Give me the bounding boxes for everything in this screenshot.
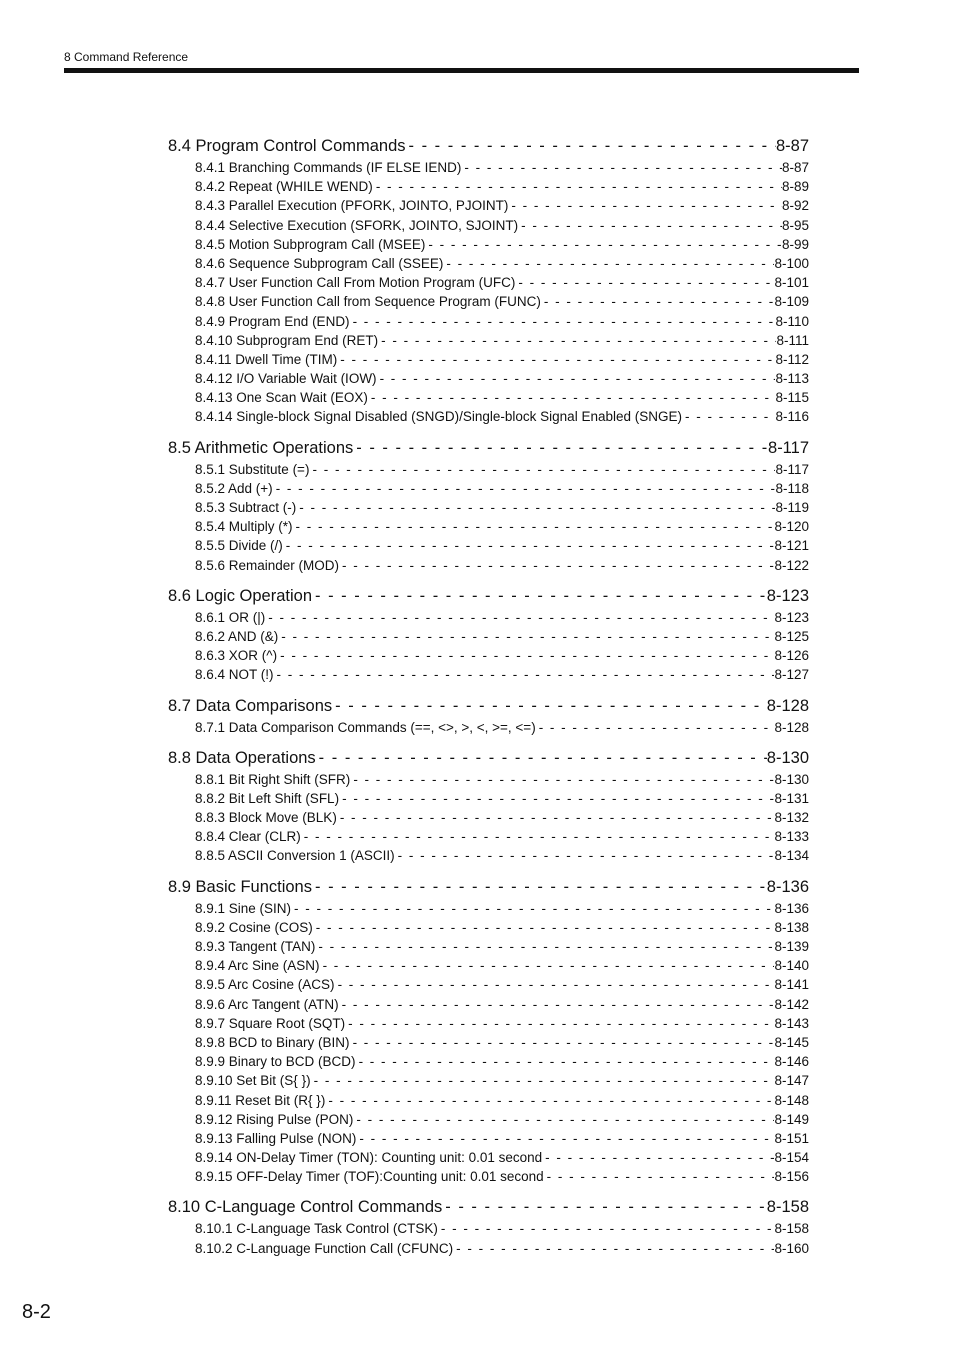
toc-entry-page: 8-89 — [781, 179, 809, 195]
toc-entry — [168, 556, 809, 575]
dot-leader — [353, 436, 768, 460]
toc-entry-title: 8.9.5 Arc Cosine (ACS) — [195, 977, 335, 993]
toc-entry-page: 8-100 — [774, 255, 809, 271]
toc-entry-page: 8-140 — [774, 958, 809, 974]
toc-entry-page: 8-132 — [774, 810, 809, 826]
toc-section-heading-page: 8-136 — [766, 877, 809, 896]
toc-entry — [168, 995, 809, 1014]
toc-entry-title: 8.8.3 Block Move (BLK) — [195, 810, 337, 826]
toc-section — [168, 134, 809, 427]
toc-entry — [168, 1129, 809, 1148]
toc-section-heading-page: 8-117 — [768, 438, 809, 457]
toc-entry — [168, 646, 809, 665]
toc-entry-page: 8-156 — [774, 1169, 809, 1185]
dot-leader — [332, 694, 767, 718]
toc-entry — [168, 608, 809, 627]
toc-section-heading-page: 8-158 — [766, 1198, 809, 1217]
toc-entry-page: 8-125 — [774, 628, 809, 644]
dot-leader — [461, 158, 782, 177]
running-head: 8 Command Reference — [64, 50, 189, 64]
dot-leader — [682, 407, 775, 426]
toc-entry — [168, 808, 809, 827]
dot-leader — [350, 1033, 775, 1052]
toc-entry — [168, 1091, 809, 1110]
dot-leader — [301, 827, 775, 846]
toc-entry-title: 8.8.5 ASCII Conversion 1 (ASCII) — [195, 848, 395, 864]
dot-leader — [339, 995, 775, 1014]
dot-leader — [442, 1195, 767, 1219]
toc-entry-title: 8.5.2 Add (+) — [195, 480, 273, 496]
toc-entry-title: 8.6.2 AND (&) — [195, 628, 279, 644]
toc-section — [168, 436, 809, 575]
toc-entry — [168, 789, 809, 808]
toc-entry-page: 8-120 — [774, 519, 809, 535]
toc-entry-page: 8-110 — [775, 313, 809, 329]
toc-entry-title: 8.5.1 Substitute (=) — [195, 461, 310, 477]
toc-entry-page: 8-141 — [774, 977, 809, 993]
toc-entry-page: 8-116 — [775, 409, 809, 425]
toc-entry — [168, 1239, 809, 1258]
dot-leader — [377, 369, 776, 388]
toc-entry-page: 8-133 — [774, 829, 809, 845]
toc-entry — [168, 1110, 809, 1129]
dot-leader — [325, 1091, 774, 1110]
toc-entry-page: 8-113 — [775, 371, 809, 387]
toc-entry-page: 8-122 — [774, 557, 809, 573]
toc-entry — [168, 1148, 809, 1167]
toc-entry-page: 8-115 — [775, 390, 809, 406]
dot-leader — [296, 498, 775, 517]
toc-entry-title: 8.4.5 Motion Subprogram Call (MSEE) — [195, 236, 426, 252]
dot-leader — [316, 746, 767, 770]
dot-leader — [350, 312, 776, 331]
toc-entry-title: 8.5.5 Divide (/) — [195, 538, 283, 554]
toc-section — [168, 746, 809, 866]
toc-entry-page: 8-154 — [774, 1150, 809, 1166]
toc-entry — [168, 665, 809, 684]
dot-leader — [312, 584, 767, 608]
toc-entry-title: 8.4.11 Dwell Time (TIM) — [195, 351, 338, 367]
toc-entry — [168, 975, 809, 994]
dot-leader — [320, 956, 775, 975]
toc-entry-title: 8.4.10 Subprogram End (RET) — [195, 332, 379, 348]
toc-entry-page: 8-123 — [774, 609, 809, 625]
dot-leader — [544, 1167, 775, 1186]
toc-entry-page: 8-126 — [774, 648, 809, 664]
toc-entry-title: 8.10.1 C-Language Task Control (CTSK) — [195, 1221, 438, 1237]
dot-leader — [373, 177, 782, 196]
toc-entry — [168, 770, 809, 789]
toc-section-heading-title: 8.6 Logic Operation — [168, 586, 313, 605]
dot-leader — [542, 1148, 774, 1167]
toc-section — [168, 1195, 809, 1257]
toc-section-heading-page: 8-87 — [775, 137, 809, 155]
toc-section-heading — [168, 1195, 809, 1219]
dot-leader — [368, 388, 776, 407]
toc-entry-page: 8-117 — [775, 461, 809, 477]
toc-entry-page: 8-121 — [774, 538, 809, 554]
toc-section-heading-title: 8.4 Program Control Commands — [168, 137, 406, 155]
dot-leader — [508, 196, 782, 215]
toc-entry — [168, 1167, 809, 1186]
toc-entry — [168, 1071, 809, 1090]
dot-leader — [265, 608, 774, 627]
toc-entry-title: 8.5.6 Remainder (MOD) — [195, 557, 340, 573]
toc-entry-page: 8-128 — [774, 719, 809, 735]
toc-section-heading-title: 8.8 Data Operations — [168, 748, 316, 767]
toc-section-heading-page: 8-130 — [766, 748, 809, 767]
toc-entry-title: 8.4.1 Branching Commands (IF ELSE IEND) — [195, 160, 462, 175]
dot-leader — [536, 718, 775, 737]
toc-entry-title: 8.10.2 C-Language Function Call (CFUNC) — [195, 1240, 454, 1256]
toc-entry-page: 8-130 — [774, 771, 809, 787]
toc-entry-page: 8-118 — [775, 480, 809, 496]
toc-entry-page: 8-151 — [774, 1130, 809, 1146]
dot-leader — [453, 1239, 774, 1258]
toc-entry — [168, 627, 809, 646]
toc-section-heading — [168, 694, 809, 718]
dot-leader — [339, 556, 774, 575]
toc-entry-title: 8.9.11 Reset Bit (R{ }) — [195, 1092, 326, 1108]
dot-leader — [378, 331, 776, 350]
dot-leader — [313, 918, 775, 937]
toc-entry-page: 8-145 — [774, 1034, 809, 1050]
toc-section-heading — [168, 584, 809, 608]
toc-entry-title: 8.5.4 Multiply (*) — [195, 519, 293, 535]
toc-section-heading-title: 8.7 Data Comparisons — [168, 696, 333, 715]
toc-entry-title: 8.9.12 Rising Pulse (PON) — [195, 1111, 354, 1127]
toc-entry-title: 8.4.2 Repeat (WHILE WEND) — [195, 179, 373, 195]
dot-leader — [350, 770, 774, 789]
dot-leader — [315, 937, 774, 956]
toc-entry — [168, 1033, 809, 1052]
page-number: 8-2 — [22, 1301, 51, 1323]
toc-entry — [168, 196, 809, 215]
toc-entry-title: 8.4.3 Parallel Execution (PFORK, JOINTO, PJOINT) — [195, 198, 509, 214]
toc-entry-title: 8.9.7 Square Root (SQT) — [195, 1015, 346, 1031]
toc-entry-title: 8.4.13 One Scan Wait (EOX) — [195, 390, 368, 406]
toc-entry-title: 8.4.4 Selective Execution (SFORK, JOINTO, SJOINT) — [195, 217, 519, 233]
table-of-contents — [168, 134, 809, 1267]
toc-entry-title: 8.4.12 I/O Variable Wait (IOW) — [195, 371, 377, 387]
toc-entry — [168, 1052, 809, 1071]
toc-entry — [168, 937, 809, 956]
toc-entry — [168, 158, 809, 177]
toc-entry-page: 8-119 — [775, 500, 809, 515]
toc-entry-page: 8-142 — [774, 996, 809, 1012]
toc-entry — [168, 918, 809, 937]
toc-entry-title: 8.4.9 Program End (END) — [195, 313, 350, 329]
dot-leader — [278, 627, 774, 646]
dot-leader — [309, 460, 775, 479]
toc-entry-title: 8.5.3 Subtract (-) — [195, 500, 297, 515]
dot-leader — [518, 216, 782, 235]
dot-leader — [335, 975, 775, 994]
toc-entry-page: 8-109 — [774, 294, 809, 310]
toc-entry-title: 8.9.2 Cosine (COS) — [195, 919, 313, 935]
dot-leader — [356, 1129, 774, 1148]
dot-leader — [345, 1014, 774, 1033]
toc-entry — [168, 460, 809, 479]
toc-entry-title: 8.9.9 Binary to BCD (BCD) — [195, 1054, 356, 1070]
toc-entry-page: 8-131 — [774, 790, 809, 806]
toc-entry — [168, 1219, 809, 1238]
dot-leader — [425, 235, 782, 254]
toc-section — [168, 694, 809, 737]
toc-entry-title: 8.4.6 Sequence Subprogram Call (SSEE) — [195, 255, 444, 271]
dot-leader — [353, 1110, 774, 1129]
toc-entry-title: 8.9.13 Falling Pulse (NON) — [195, 1130, 357, 1146]
toc-section — [168, 875, 809, 1187]
toc-entry-page: 8-149 — [774, 1111, 809, 1127]
toc-entry-page: 8-99 — [781, 236, 809, 252]
dot-leader — [283, 536, 775, 555]
toc-entry-page: 8-136 — [774, 900, 809, 916]
toc-section-heading-page: 8-123 — [766, 586, 809, 605]
toc-section-heading — [168, 134, 809, 158]
toc-entry-page: 8-138 — [774, 919, 809, 935]
toc-entry — [168, 292, 809, 311]
toc-entry — [168, 718, 809, 737]
dot-leader — [541, 292, 775, 311]
toc-entry-title: 8.6.1 OR (|) — [195, 609, 266, 625]
toc-entry-title: 8.9.15 OFF-Delay Timer (TOF):Counting unit: 0.01 second — [195, 1169, 544, 1185]
dot-leader — [337, 350, 775, 369]
toc-entry-title: 8.9.10 Set Bit (S{ }) — [195, 1073, 311, 1089]
dot-leader — [273, 479, 776, 498]
toc-entry-title: 8.8.4 Clear (CLR) — [195, 829, 301, 845]
dot-leader — [337, 808, 775, 827]
toc-entry-page: 8-158 — [774, 1221, 809, 1237]
dot-leader — [515, 273, 774, 292]
toc-entry-page: 8-160 — [774, 1240, 809, 1256]
dot-leader — [339, 789, 774, 808]
dot-leader — [356, 1052, 775, 1071]
toc-entry — [168, 536, 809, 555]
toc-entry-title: 8.9.6 Arc Tangent (ATN) — [195, 996, 339, 1012]
toc-entry — [168, 899, 809, 918]
toc-entry-page: 8-95 — [781, 217, 809, 233]
toc-entry — [168, 312, 809, 331]
toc-entry — [168, 498, 809, 517]
toc-entry-title: 8.6.4 NOT (!) — [195, 667, 274, 683]
toc-entry-page: 8-101 — [774, 275, 809, 291]
toc-entry-page: 8-111 — [776, 332, 809, 348]
toc-entry — [168, 956, 809, 975]
dot-leader — [277, 646, 774, 665]
toc-section-heading-title: 8.9 Basic Functions — [168, 877, 312, 896]
toc-entry-title: 8.4.14 Single-block Signal Disabled (SNGD)/Single-block Signal Enabled (SNGE) — [195, 409, 682, 425]
toc-entry — [168, 350, 809, 369]
toc-section — [168, 584, 809, 685]
toc-entry — [168, 369, 809, 388]
toc-entry-page: 8-87 — [781, 160, 809, 175]
toc-entry-title: 8.9.14 ON-Delay Timer (TON): Counting unit: 0.01 second — [195, 1150, 543, 1166]
toc-entry-title: 8.9.1 Sine (SIN) — [195, 900, 292, 916]
toc-section-heading-title: 8.10 C-Language Control Commands — [168, 1198, 443, 1217]
toc-entry — [168, 177, 809, 196]
toc-entry — [168, 216, 809, 235]
dot-leader — [443, 254, 774, 273]
toc-entry-page: 8-147 — [774, 1073, 809, 1089]
toc-entry-page: 8-148 — [774, 1092, 809, 1108]
toc-entry — [168, 846, 809, 865]
dot-leader — [311, 1071, 775, 1090]
toc-entry-title: 8.9.3 Tangent (TAN) — [195, 939, 316, 954]
dot-leader — [406, 134, 776, 158]
dot-leader — [438, 1219, 775, 1238]
toc-entry — [168, 254, 809, 273]
toc-entry-title: 8.9.4 Arc Sine (ASN) — [195, 958, 320, 974]
toc-entry — [168, 235, 809, 254]
toc-entry — [168, 273, 809, 292]
toc-entry-page: 8-146 — [774, 1054, 809, 1070]
header-rule — [64, 68, 859, 73]
toc-entry-page: 8-139 — [774, 939, 809, 954]
toc-entry-page: 8-127 — [774, 667, 809, 683]
toc-entry — [168, 517, 809, 536]
toc-entry — [168, 1014, 809, 1033]
toc-entry-title: 8.8.2 Bit Left Shift (SFL) — [195, 790, 340, 806]
toc-entry — [168, 407, 809, 426]
dot-leader — [274, 665, 775, 684]
toc-entry-title: 8.8.1 Bit Right Shift (SFR) — [195, 771, 351, 787]
toc-section-heading — [168, 875, 809, 899]
toc-entry — [168, 827, 809, 846]
toc-entry-title: 8.6.3 XOR (^) — [195, 648, 278, 664]
dot-leader — [395, 846, 775, 865]
toc-entry-title: 8.4.7 User Function Call From Motion Program (UFC) — [195, 275, 516, 291]
dot-leader — [293, 517, 775, 536]
toc-entry-title: 8.9.8 BCD to Binary (BIN) — [195, 1034, 350, 1050]
toc-entry — [168, 331, 809, 350]
toc-entry — [168, 479, 809, 498]
toc-entry — [168, 388, 809, 407]
toc-entry-page: 8-112 — [775, 351, 809, 367]
dot-leader — [312, 875, 767, 899]
toc-section-heading-page: 8-128 — [766, 696, 809, 715]
dot-leader — [291, 899, 774, 918]
toc-entry-page: 8-143 — [774, 1015, 809, 1031]
toc-entry-page: 8-92 — [781, 198, 809, 214]
toc-entry-page: 8-134 — [774, 848, 809, 864]
toc-section-heading — [168, 436, 809, 460]
toc-section-heading — [168, 746, 809, 770]
toc-entry-title: 8.7.1 Data Comparison Commands (==, <>, >, <, >=, <=) — [195, 719, 536, 735]
toc-section-heading-title: 8.5 Arithmetic Operations — [168, 438, 354, 457]
toc-entry-title: 8.4.8 User Function Call from Sequence Program (FUNC) — [195, 294, 541, 310]
